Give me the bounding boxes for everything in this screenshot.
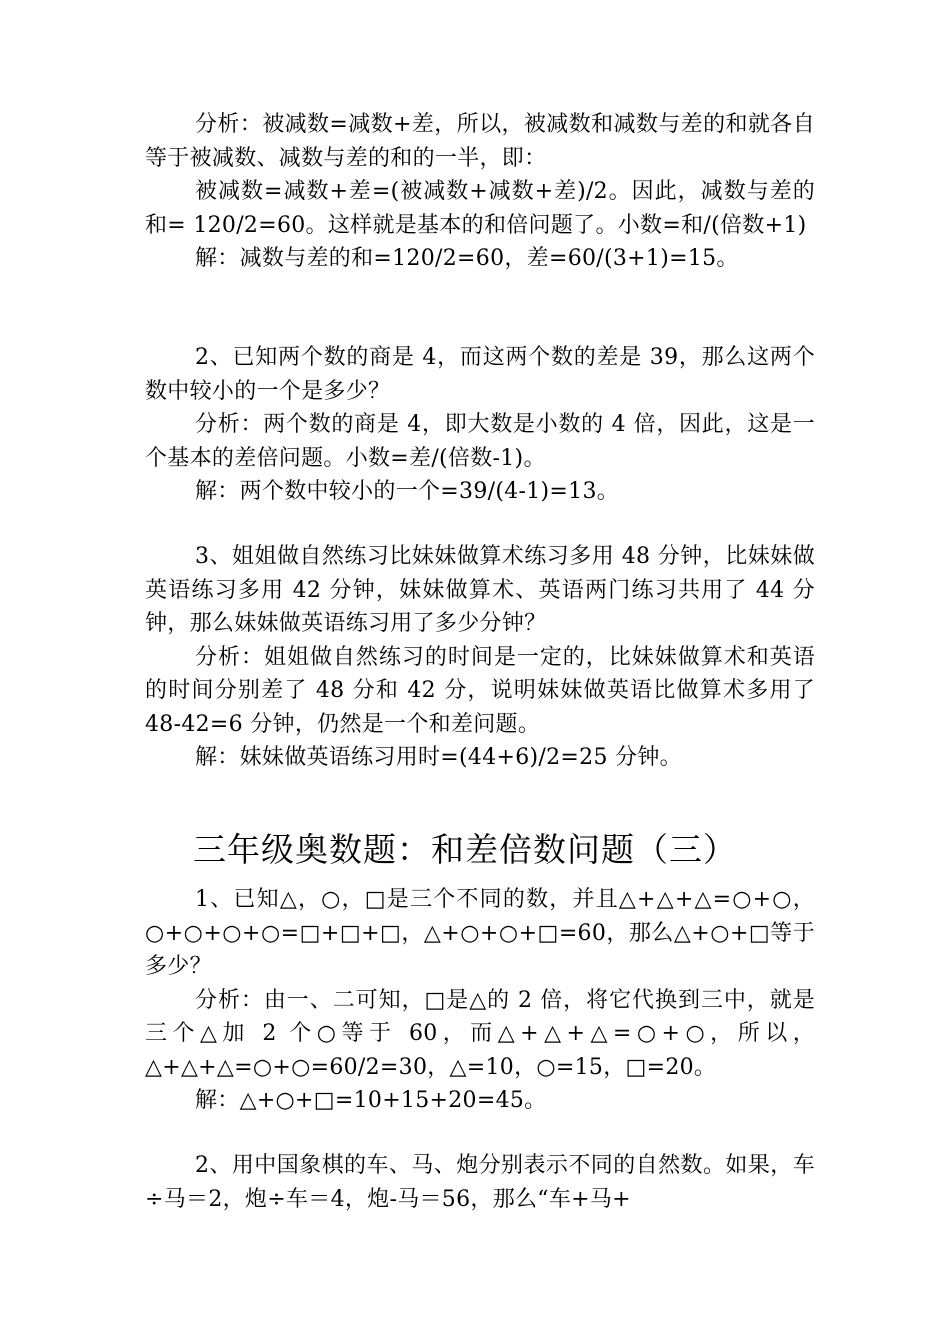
question-3 xyxy=(145,540,815,775)
solution-paragraph: 解：△+○+□=10+15+20=45。 xyxy=(195,1088,547,1113)
question-text: 2、已知两个数的商是 4，而这两个数的差是 39，那么这两个数中较小的一个是多少？ xyxy=(145,345,815,404)
analysis-paragraph: 分析：姐姐做自然练习的时间是一定的，比妹妹做算术和英语的时间分别差了 48 分和 42 分，说明妹妹做英语比做算术多用了 48-42=6 分钟，仍然是一个和差问题。 xyxy=(145,644,815,737)
part3-question-2 xyxy=(145,1149,815,1216)
question-text: 2、用中国象棋的车、马、炮分别表示不同的自然数。如果，车÷马＝2，炮÷车＝4，炮-马＝56，那么“车+马+ xyxy=(145,1153,815,1212)
analysis-paragraph: 分析：两个数的商是 4，即大数是小数的 4 倍，因此，这是一个基本的差倍问题。小数=差/(倍数-1)。 xyxy=(145,412,815,471)
analysis-paragraph: 分析：由一、二可知，□是△的 2 倍，将它代换到三中，就是三个△加 2 个○等于 60，而△+△+△=○+○，所以，△+△+△=○+○=60/2=30，△=10，○=15，□=20。 xyxy=(145,987,815,1080)
analysis-paragraph: 分析：被减数=减数+差，所以，被减数和减数与差的和就各自等于被减数、减数与差的和的一半，即： xyxy=(145,112,815,171)
solution-paragraph: 解：两个数中较小的一个=39/(4-1)=13。 xyxy=(195,479,620,504)
formula-paragraph: 被减数=减数+差=(被减数+减数+差)/2。因此，减数与差的和= 120/2=60。这样就是基本的和倍问题了。小数=和/(倍数+1) xyxy=(145,179,815,238)
section-heading: 三年级奥数题：和差倍数问题（三） xyxy=(193,830,737,869)
question-text: 1、已知△，○，□是三个不同的数，并且△+△+△=○+○，○+○+○+○=□+□+□，△+○+○+□=60，那么△+○+□等于多少？ xyxy=(145,887,815,979)
section-1 xyxy=(145,108,815,276)
question-2 xyxy=(145,341,815,509)
question-text: 3、姐姐做自然练习比妹妹做算术练习多用 48 分钟，比妹妹做英语练习多用 42 分钟，妹妹做算术、英语两门练习共用了 44 分钟，那么妹妹做英语练习用了多少分钟？ xyxy=(145,544,815,636)
solution-paragraph: 解：妹妹做英语练习用时=(44+6)/2=25 分钟。 xyxy=(195,745,682,770)
part3-question-1 xyxy=(145,883,815,1118)
solution-paragraph: 解：减数与差的和=120/2=60，差=60/(3+1)=15。 xyxy=(195,246,739,271)
